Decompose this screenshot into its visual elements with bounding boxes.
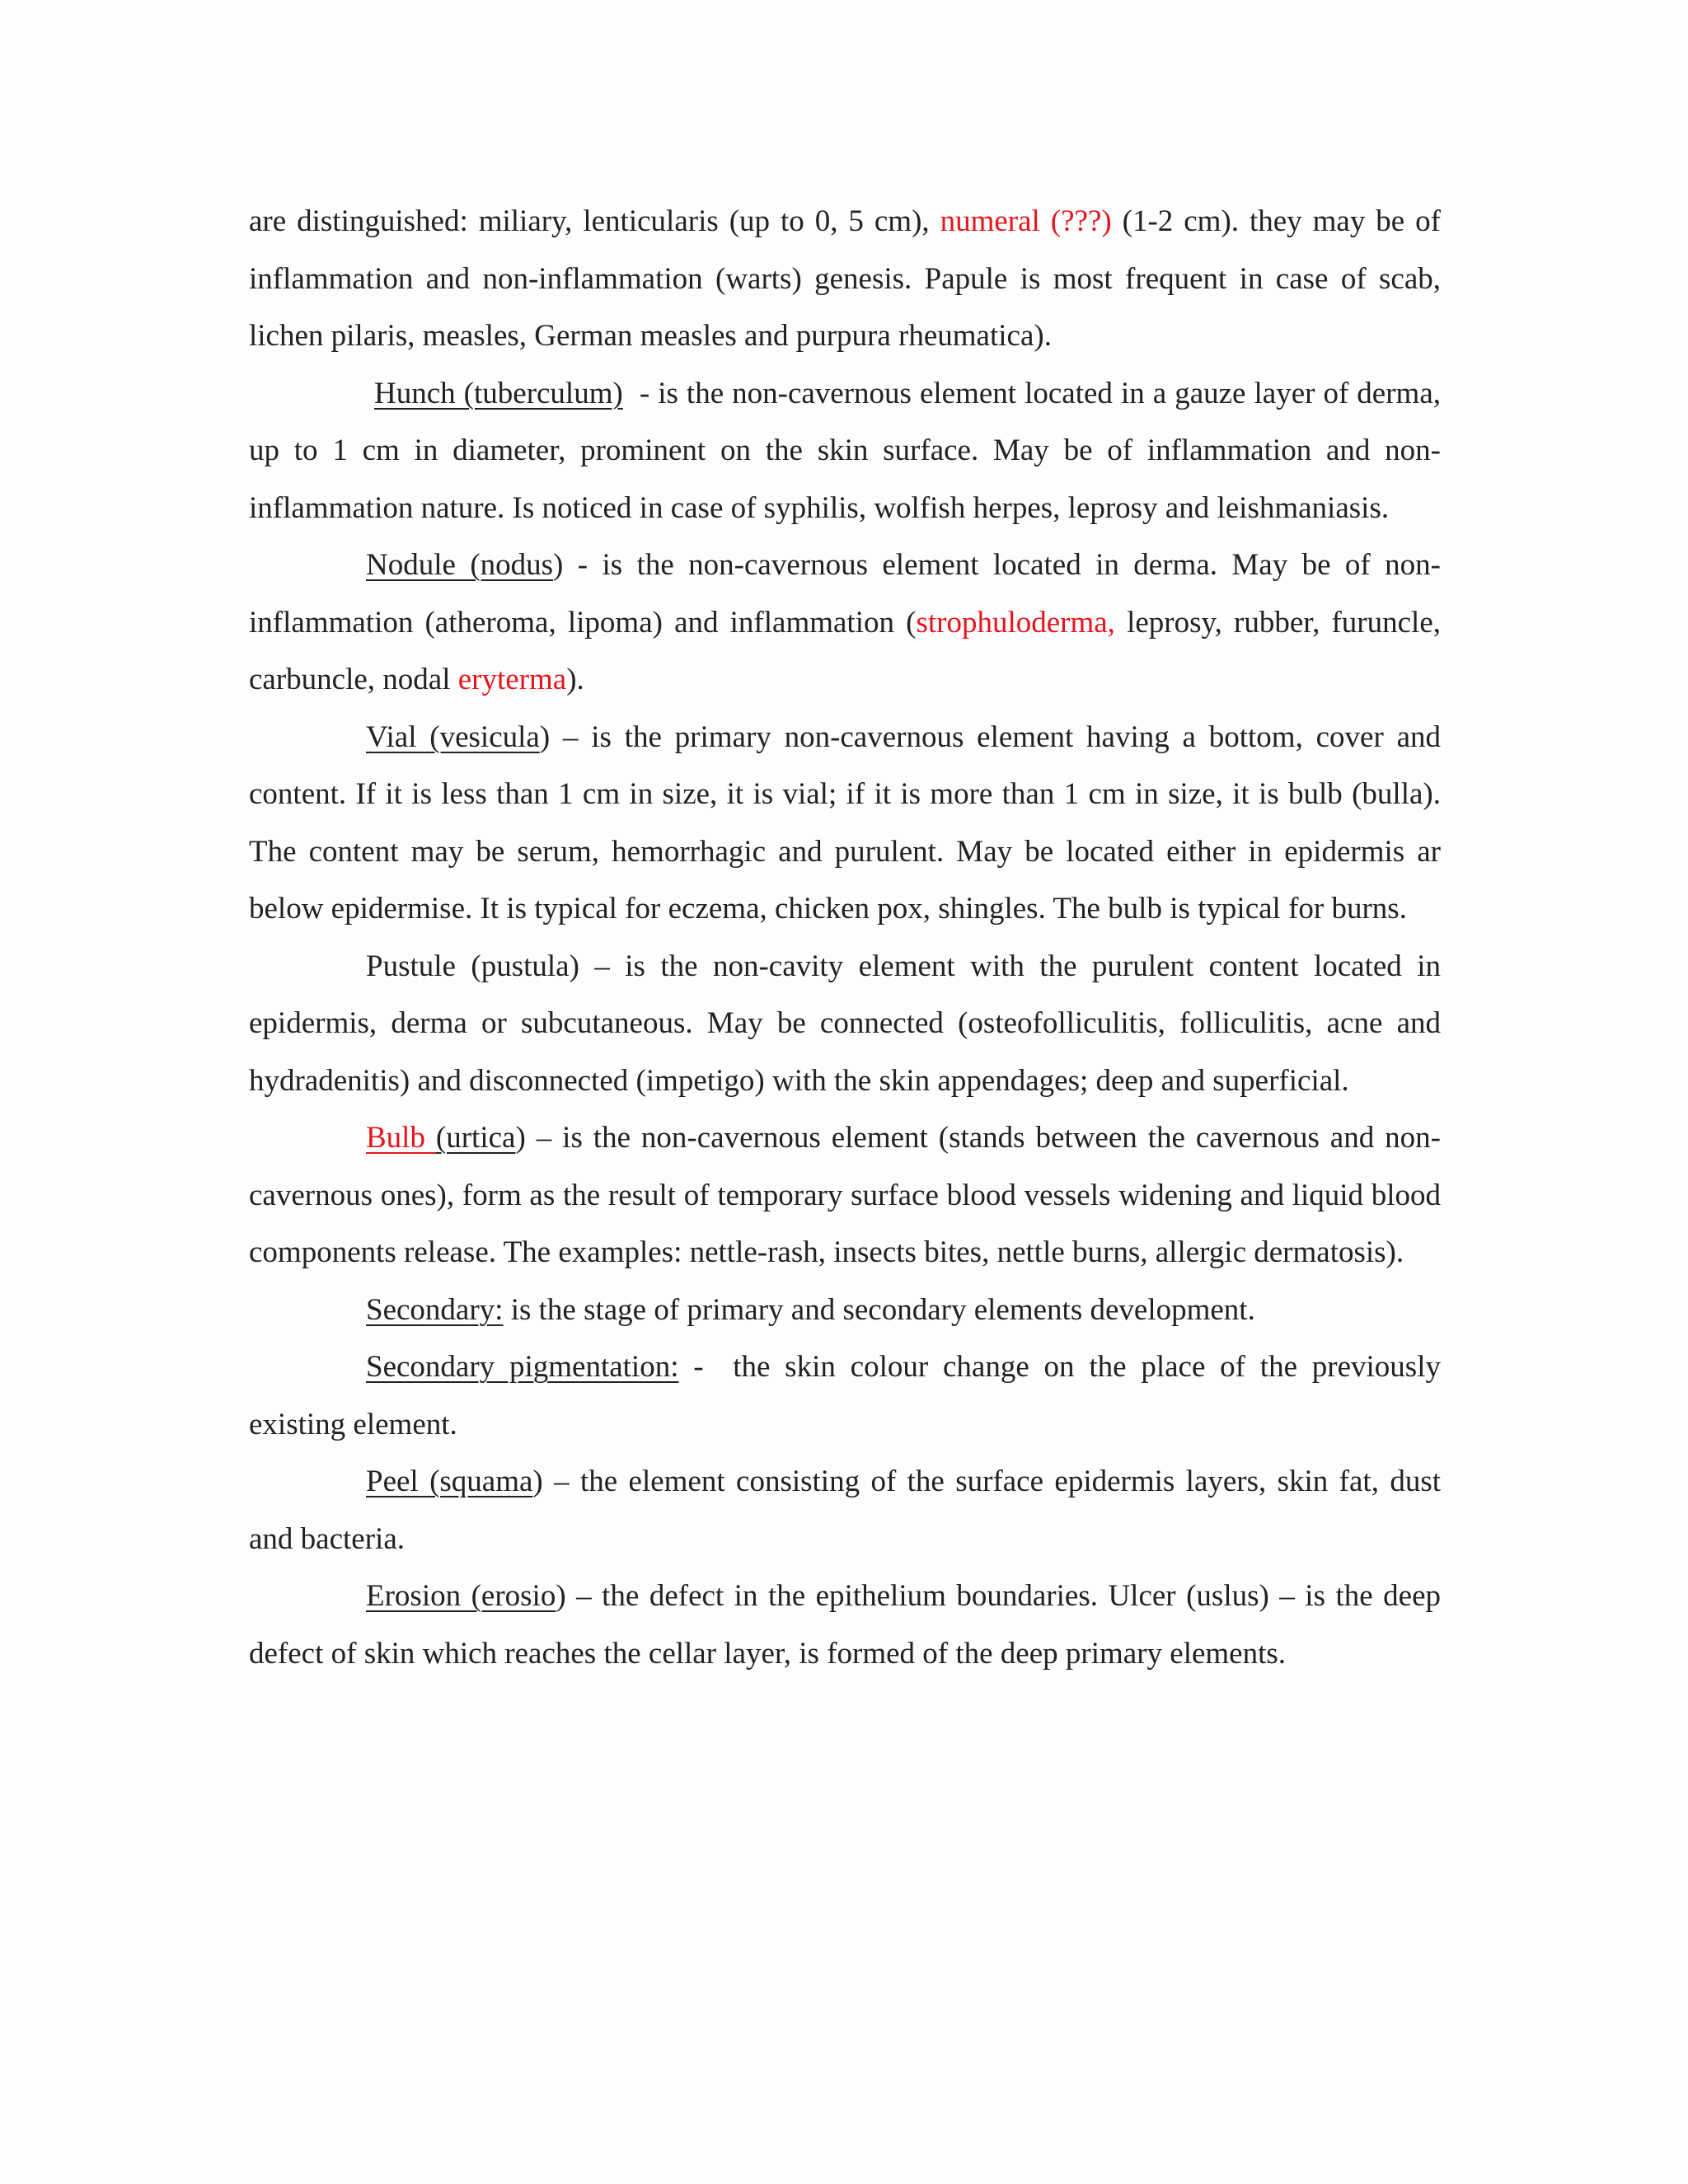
highlighted-term: eryterma [457, 663, 567, 696]
paragraph-text: ) – is the non-cavernous element (stands between the cavernous and non-cavernous ones), form as the result of temporary surface blood vessels widening and liquid blood components release. The examples: nettle-rash, insects bites, nettle burns, allergic dermatosis). [249, 1121, 1441, 1269]
term-vial: Vial (vesicula [366, 719, 540, 754]
paragraph-vial [249, 709, 1441, 938]
paragraph-text: ) – is the primary non-cavernous element having a bottom, cover and content. If it is less than 1 cm in size, it is vial; if it is more than 1 cm in size, it is bulb (bulla). The content may be serum, hemorrhagic and purulent. May be located either in epidermis ar below epidermise. It is typical for eczema, chicken pox, shingles. The bulb is typical for burns. [249, 719, 1441, 926]
paragraph-text: Pustule (pustula) – is the non-cavity element with the purulent content located in epidermis, derma or subcutaneous. May be connected (osteofolliculitis, folliculitis, acne and hydradenitis) and disconnected (impetigo) with the skin appendages; deep and superficial. [249, 949, 1441, 1098]
term-urtica: (urtica [435, 1121, 516, 1155]
term-bulb-red: Bulb [366, 1121, 436, 1155]
term-secondary: Secondary: [366, 1292, 504, 1327]
paragraph-text: are distinguished: miliary, lenticularis (up to 0, 5 cm), [249, 204, 940, 238]
paragraph-secondary-pigmentation [249, 1338, 1449, 1453]
paragraph-text: ). [566, 663, 584, 696]
document-page [249, 193, 1449, 1682]
paragraph-nodule [249, 537, 1441, 709]
paragraph-peel [249, 1453, 1441, 1568]
paragraph-bulb [249, 1109, 1441, 1282]
paragraph-text: ) – the defect in the epithelium boundaries. Ulcer (uslus) – is the deep defect of skin which reaches the cellar layer, is formed of the deep primary elements. [249, 1579, 1441, 1671]
paragraph-text: ) – the element consisting of the surface epidermis layers, skin fat, dust and bacteria. [249, 1465, 1442, 1556]
paragraph-text: leprosy, rubber, furuncle, carbuncle, nodal [249, 605, 1441, 696]
paragraph-hunch [249, 365, 1449, 537]
term-erosion: Erosion (erosio [366, 1579, 556, 1613]
paragraph-papule-continuation [249, 193, 1441, 365]
term-hunch: Hunch (tuberculum) [374, 376, 623, 410]
paragraph-text: (1-2 cm). they may be of inflammation and non-inflammation (warts) genesis. Papule is most frequent in case of scab, lichen pilaris, measles, German measles and purpura rheumatica). [249, 204, 1441, 353]
highlighted-term: numeral (???) [940, 204, 1112, 238]
paragraph-text: ) - is the non-cavernous element located in derma. May be of non-inflammation (atheroma, lipoma) and inflammation ( [249, 548, 1441, 640]
paragraph-erosion [249, 1568, 1441, 1682]
paragraph-pustule [249, 938, 1441, 1110]
paragraph-text: is the stage of primary and secondary elements development. [503, 1292, 1255, 1327]
term-secondary-pigmentation: Secondary pigmentation: [366, 1350, 679, 1384]
paragraph-secondary [249, 1282, 1441, 1339]
paragraph-text: - is the non-cavernous element located in a gauze layer of derma, up to 1 cm in diameter, prominent on the skin surface. May be of inflammation and non-inflammation nature. Is noticed in case of syphilis, wolfish herpes, leprosy and leishmaniasis. [249, 376, 1449, 525]
term-peel: Peel (squama [366, 1465, 533, 1498]
highlighted-term: strophuloderma, [916, 605, 1115, 640]
term-nodule: Nodule (nodus [366, 548, 554, 582]
paragraph-text: - the skin colour change on the place of the previously existing element. [249, 1350, 1449, 1441]
